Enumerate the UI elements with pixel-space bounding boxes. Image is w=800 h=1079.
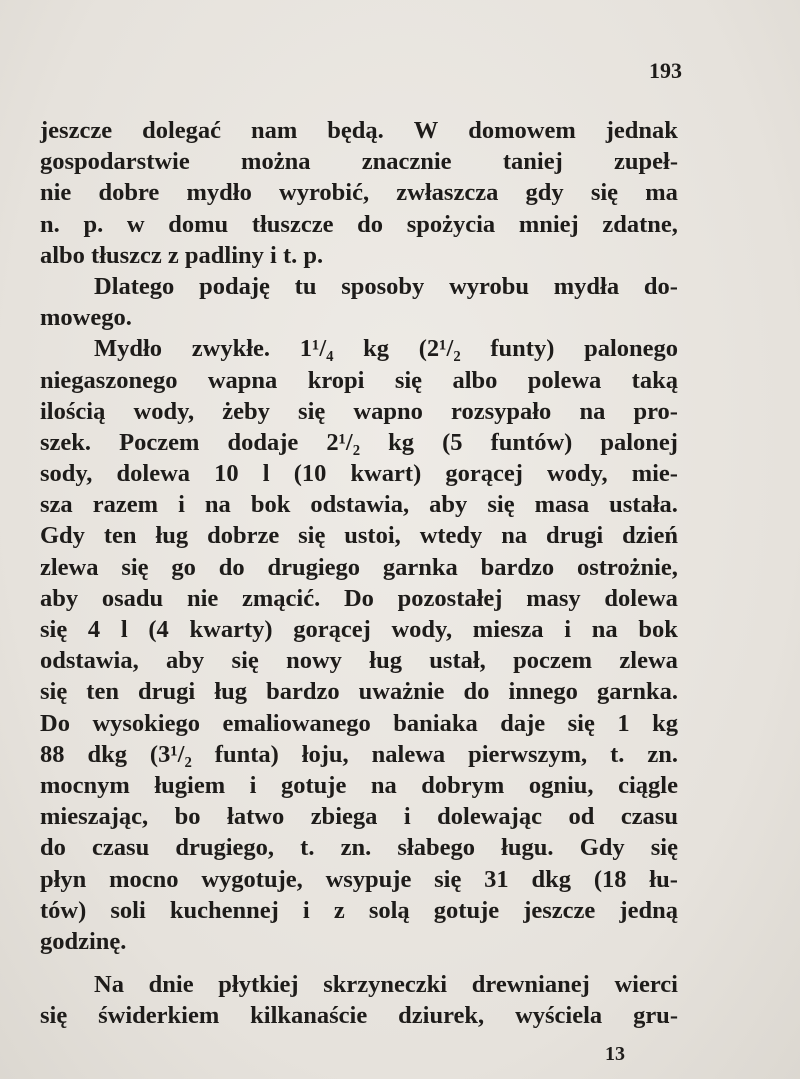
text-line: niegaszonego wapna kropi się albo polewa taką <box>40 366 678 394</box>
text-line: albo tłuszcz z padliny i t. p. <box>40 241 324 269</box>
text-line: szek. Poczem dodaje 2¹/₂ kg (5 funtów) palonej <box>40 428 678 456</box>
text-line: Gdy ten ług dobrze się ustoi, wtedy na drugi dzień <box>40 522 678 550</box>
printer-signature-mark: 13 <box>605 1043 625 1065</box>
text-line: aby osadu nie zmącić. Do pozostałej masy dolewa <box>40 584 678 612</box>
text-line: gospodarstwie można znacznie taniej zupeł- <box>40 148 678 176</box>
text-line: n. p. w domu tłuszcze do spożycia mniej zdatne, <box>40 210 678 238</box>
text-line: sody, dolewa 10 l (10 kwart) gorącej wody, mie- <box>40 460 678 488</box>
text-line: mocnym ługiem i gotuje na dobrym ogniu, ciągle <box>40 771 678 799</box>
text-line: nie dobre mydło wyrobić, zwłaszcza gdy się ma <box>40 179 678 207</box>
text-line: odstawia, aby się nowy ług ustał, poczem zlewa <box>40 647 678 675</box>
text-line: ilością wody, żeby się wapno rozsypało na pro- <box>40 397 678 425</box>
text-line: do czasu drugiego, t. zn. słabego ługu. Gdy się <box>40 834 678 862</box>
text-line: godzinę. <box>40 927 127 955</box>
text-line: mieszając, bo łatwo zbiega i dolewając od czasu <box>40 803 678 831</box>
text-line: się świderkiem kilkanaście dziurek, wyściela gru- <box>40 1002 678 1030</box>
text-line: 88 dkg (3¹/₂ funta) łoju, nalewa pierwszym, t. zn. <box>40 740 678 768</box>
text-line: się 4 l (4 kwarty) gorącej wody, miesza i na bok <box>40 616 678 643</box>
text-line: zlewa się go do drugiego garnka bardzo ostrożnie, <box>40 553 678 581</box>
text-line: sza razem i na bok odstawia, aby się masa ustała. <box>40 491 678 519</box>
text-line: mowego. <box>40 304 132 332</box>
text-line: jeszcze dolegać nam będą. W domowem jednak <box>40 117 678 144</box>
text-line: Dlatego podaję tu sposoby wyrobu mydła do- <box>94 272 678 300</box>
text-line: Na dnie płytkiej skrzyneczki drewnianej wierci <box>94 971 678 999</box>
body-text <box>40 115 678 1031</box>
text-line: Do wysokiego emaliowanego baniaka daje się 1 kg <box>40 709 678 737</box>
text-line: płyn mocno wygotuje, wsypuje się 31 dkg (18 łu- <box>40 865 678 893</box>
text-line: się ten drugi ług bardzo uważnie do innego garnka. <box>40 678 678 706</box>
text-line: Mydło zwykłe. 1¹/₄ kg (2¹/₂ funty) palonego <box>94 335 678 363</box>
text-line: tów) soli kuchennej i z solą gotuje jeszcze jedną <box>40 896 678 924</box>
page-number: 193 <box>649 58 682 83</box>
